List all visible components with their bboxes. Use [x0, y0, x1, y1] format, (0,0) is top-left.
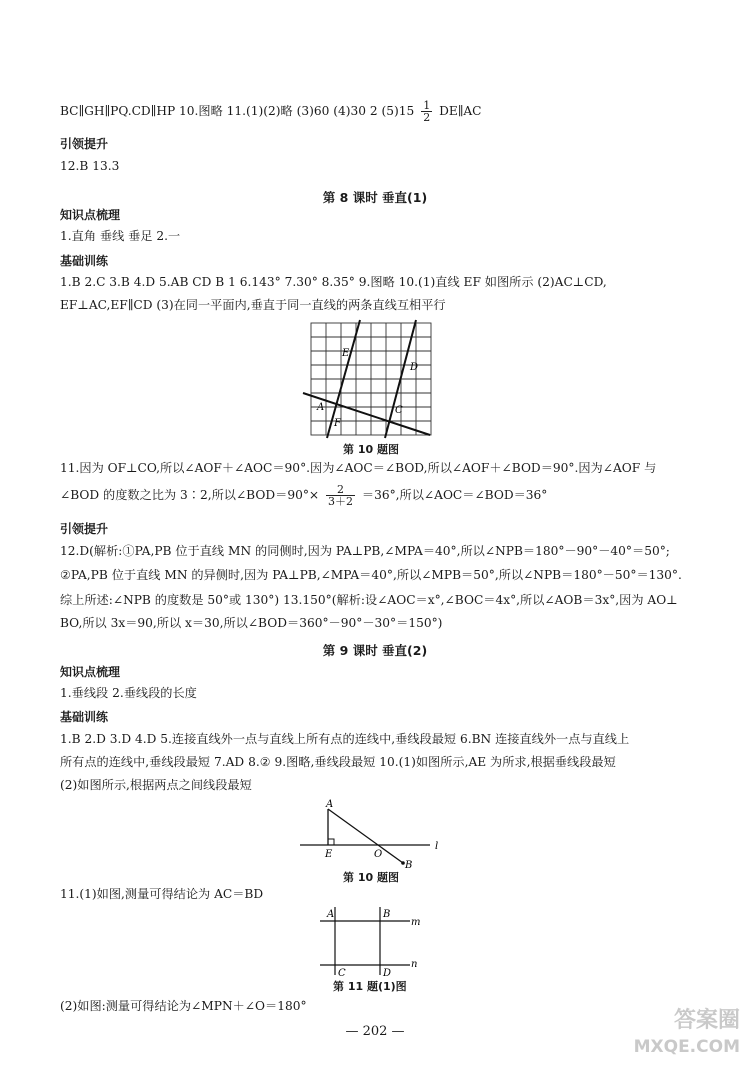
- label-B: B: [383, 909, 391, 920]
- answer-text: ＝36°,所以∠AOC＝∠BOD＝36°: [361, 488, 548, 502]
- label-A: A: [317, 402, 325, 413]
- answer-line-16: 11.(1)如图,测量可得结论为 AC＝BD: [60, 887, 264, 901]
- fraction-numerator: 2: [326, 484, 355, 496]
- section-heading-zhishi: 知识点梳理: [60, 208, 121, 222]
- answer-text: DE∥AC: [439, 104, 482, 118]
- section-heading-jichu: 基础训练: [60, 254, 109, 268]
- section-heading-zhishi: 知识点梳理: [60, 665, 121, 679]
- answer-line-11: BO,所以 3x＝90,所以 x＝30,所以∠BOD＝360°－90°－30°＝150°): [60, 616, 443, 630]
- answer-line-14: 所有点的连线中,垂线段最短 7.AD 8.② 9.图略,垂线段最短 10.(1)如图所示,AE 为所求,根据垂线段最短: [60, 755, 616, 769]
- right-angle-mark: [328, 839, 334, 845]
- segment-AB: [328, 809, 403, 863]
- answer-line-8: 12.D(解析:①PA,PB 位于直线 MN 的同侧时,因为 PA⊥PB,∠MPA＝40°,所以∠NPB＝180°－90°－40°＝50°;: [60, 544, 670, 558]
- label-D: D: [383, 968, 392, 977]
- label-n: n: [411, 959, 418, 970]
- answer-line-6: 11.因为 OF⊥CO,所以∠AOF＋∠AOC＝90°.因为∠AOC＝∠BOD,所以∠AOF＋∠BOD＝90°.因为∠AOF 与: [60, 461, 657, 475]
- lesson-title-9: 第 9 课时 垂直(2): [322, 643, 428, 658]
- figure-perpendicular-10: [295, 795, 455, 870]
- watermark-logo-text: 答案圈: [673, 1008, 740, 1033]
- figure-caption-10b: 第 10 题图: [343, 871, 399, 884]
- figure-caption-11: 第 11 题(1)图: [333, 980, 407, 993]
- answer-line-9: ②PA,PB 位于直线 MN 的异侧时,因为 PA⊥PB,∠MPA＝40°,所以∠MPB＝50°,所以∠NPB＝180°－50°＝130°.: [60, 568, 682, 582]
- figure-parallel-11: [315, 905, 425, 977]
- grid-lines: [311, 323, 431, 435]
- figure-caption-10a: 第 10 题图: [343, 443, 399, 456]
- label-m: m: [411, 917, 421, 928]
- answer-text: BC∥GH∥PQ.CD∥HP 10.图略 11.(1)(2)略 (3)60 (4)30 2 (5)15: [60, 104, 415, 118]
- section-heading-yinling: 引领提升: [60, 137, 109, 151]
- label-E: E: [325, 849, 333, 860]
- page-number: — 202 —: [345, 1024, 405, 1039]
- fraction-denominator: 2: [423, 111, 431, 124]
- label-D: D: [410, 362, 419, 373]
- label-E: E: [342, 348, 350, 359]
- answer-line-12: 1.垂线段 2.垂线段的长度: [60, 686, 197, 700]
- answer-line-10: 综上所述:∠NPB 的度数是 50°或 130°) 13.150°(解析:设∠AOC＝x°,∠BOC＝4x°,所以∠AOB＝3x°,因为 AO⊥: [60, 593, 678, 607]
- label-l: l: [435, 841, 439, 852]
- lesson-title-8: 第 8 课时 垂直(1): [322, 190, 428, 205]
- label-O: O: [374, 849, 383, 860]
- label-F: F: [334, 418, 341, 429]
- answer-line-3: 1.直角 垂线 垂足 2.一: [60, 229, 181, 243]
- answer-line-7: [60, 484, 547, 507]
- label-C: C: [395, 405, 403, 416]
- label-A: A: [327, 909, 335, 920]
- watermark: [634, 1008, 740, 1060]
- fraction: [421, 100, 432, 123]
- answer-line-2: 12.B 13.3: [60, 159, 120, 173]
- answer-line-13: 1.B 2.D 3.D 4.D 5.连接直线外一点与直线上所有点的连线中,垂线段最短 6.BN 连接直线外一点与直线上: [60, 732, 630, 746]
- answer-line-15: (2)如图所示,根据两点之间线段最短: [60, 778, 252, 792]
- section-heading-yinling: 引领提升: [60, 522, 109, 536]
- fraction: [326, 484, 355, 507]
- answer-line-1: [60, 100, 482, 123]
- section-heading-jichu: 基础训练: [60, 710, 109, 724]
- label-B: B: [405, 860, 413, 870]
- fraction-numerator: 1: [423, 99, 431, 112]
- answer-text: ∠BOD 的度数之比为 3∶2,所以∠BOD＝90°×: [60, 488, 320, 502]
- figure-grid-10: [300, 318, 440, 440]
- page-number-value: 202: [362, 1024, 388, 1039]
- label-C: C: [338, 968, 346, 977]
- fraction-denominator: 3＋2: [328, 495, 354, 508]
- label-A: A: [326, 799, 334, 810]
- answer-line-4: 1.B 2.C 3.B 4.D 5.AB CD B 1 6.143° 7.30° 8.35° 9.图略 10.(1)直线 EF 如图所示 (2)AC⊥CD,: [60, 275, 607, 289]
- answer-line-17: (2)如图:测量可得结论为∠MPN＋∠O＝180°: [60, 999, 307, 1013]
- watermark-url: MXQE.COM: [633, 1037, 740, 1057]
- answer-line-5: EF⊥AC,EF∥CD (3)在同一平面内,垂直于同一直线的两条直线互相平行: [60, 298, 446, 312]
